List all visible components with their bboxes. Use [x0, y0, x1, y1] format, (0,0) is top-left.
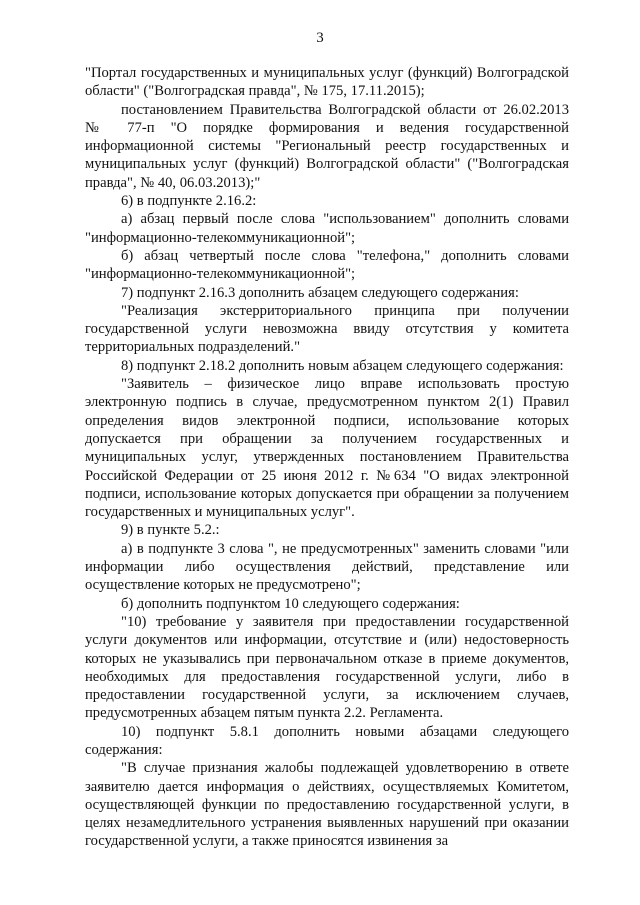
paragraph-item-6a: а) абзац первый после слова "использованием" дополнить словами "информационно-телекоммуникационной"; — [85, 211, 569, 246]
paragraph-portal-reference: "Портал государственных и муниципальных услуг (функций) Волгоградской области" ("Волгоградская правда", № 175, 17.11.2015); — [85, 65, 569, 100]
paragraph-subitem-10: "10) требование у заявителя при предоставлении государственной услуги документов или информации, отсутствие и (или) недостоверность которых не указывались при первоначальном отказе в приеме документов, необходимых для предоставления государственной услуги, либо в предоставлении государственной услуги, за исключением случаев, предусмотренных абзацем пятым пункта 2.2. Регламента. — [85, 613, 569, 722]
document-body — [85, 64, 569, 851]
page-number: 3 — [316, 30, 324, 46]
paragraph-item-6b: б) абзац четвертый после слова "телефона," дополнить словами "информационно-телекоммуникационной"; — [85, 247, 569, 283]
paragraph-item-7: 7) подпункт 2.16.3 дополнить абзацем следующего содержания: — [121, 284, 519, 301]
paragraph-item-10: 10) подпункт 5.8.1 дополнить новыми абзацами следующего содержания: — [85, 723, 569, 758]
paragraph-government-resolution: постановлением Правительства Волгоградской области от 26.02.2013 № 77-п "О порядке формирования и ведения государственной информационной системы "Региональный реестр государственных и муниципальных услуг (функций) Волгоградской области" ("Волгоградская правда", № 40, 06.03.2013);" — [85, 101, 569, 191]
paragraph-item-9a: а) в подпункте 3 слова ", не предусмотренных" заменить словами "или информации либо осуществления действий, представление или осуществление которых не предусмотрено"; — [85, 540, 569, 594]
paragraph-item-8: 8) подпункт 2.18.2 дополнить новым абзацем следующего содержания: — [121, 357, 564, 374]
paragraph-item-9: 9) в пункте 5.2.: — [121, 522, 220, 539]
paragraph-electronic-signature: "Заявитель – физическое лицо вправе использовать простую электронную подпись в случае, предусмотренном пунктом 2(1) Правил определения видов электронной подписи, использование которых допускается при обращении за получением государственных и муниципальных услуг, утвержденных постановлением Правительства Российской Федерации от 25 июня 2012 г. №634 "О видах электронной подписи, использование которых допускается при обращении за получением государственных и муниципальных услуг". — [85, 376, 569, 521]
paragraph-complaint-satisfaction: "В случае признания жалобы подлежащей удовлетворению в ответе заявителю дается информация о действиях, осуществляемых Комитетом, осуществляющей функции по предоставлению государственной услуги, в целях незамедлительного устранения выявленных нарушений при оказании государственной услуги, а также приносятся извинения за — [85, 760, 569, 850]
paragraph-item-6: 6) в подпункте 2.16.2: — [121, 193, 257, 210]
paragraph-item-9b: б) дополнить подпунктом 10 следующего содержания: — [121, 595, 460, 612]
paragraph-extraterritorial: "Реализация экстерриториального принципа при получении государственной услуги невозможна ввиду отсутствия у комитета территориальных подразделений." — [85, 302, 569, 356]
